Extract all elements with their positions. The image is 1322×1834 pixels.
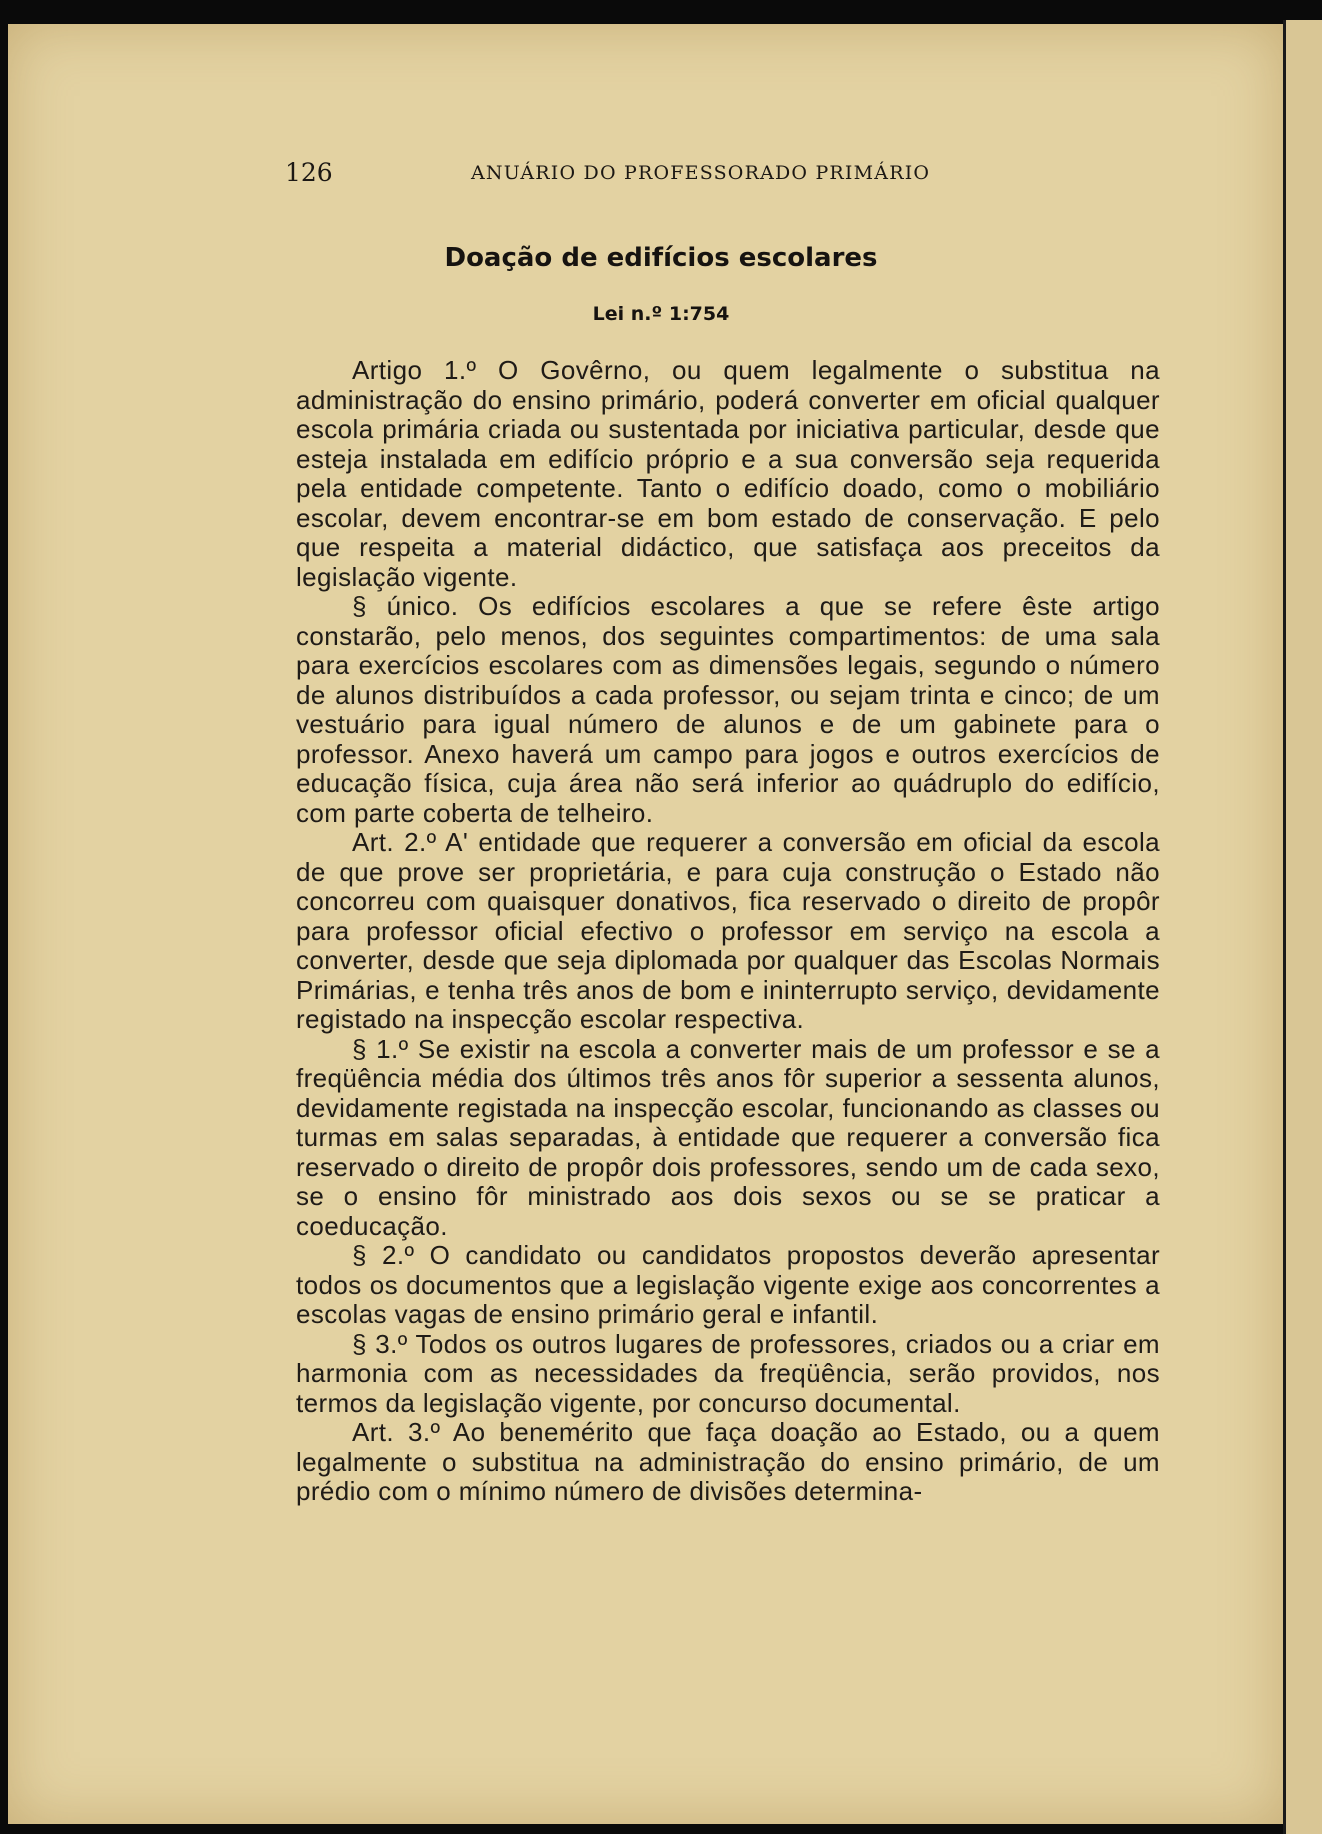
- paragraph-article-2-section-3: § 3.º Todos os outros lugares de professores, criados ou a criar em harmonia com as necessidades da freqüência, serão providos, nos termos da legislação vigente, por concurso documental.: [296, 1328, 1160, 1418]
- law-text: [296, 356, 1160, 1507]
- paragraph-article-2: Art. 2.º A' entidade que requerer a conversão em oficial da escola de que prove ser proprietária, e para cuja construção o Estado não concorreu com quaisquer donativos, fica reservado o direito de propôr para professor oficial efectivo o professor em serviço na escola a converter, desde que seja diplomada por qualquer das Escolas Normais Primárias, e tenha três anos de bom e ininterrupto serviço, devidamente registado na inspecção escolar respectiva.: [296, 827, 1160, 1034]
- law-number: Lei n.º 1:754: [592, 303, 730, 325]
- paragraph-article-2-section-2: § 2.º O candidato ou candidatos propostos deverão apresentar todos os documentos que a legislação vigente exige aos concorrentes a escolas vagas de ensino primário geral e infantil.: [296, 1240, 1160, 1329]
- paragraph-article-2-section-1: § 1.º Se existir na escola a converter mais de um professor e se a freqüência média dos últimos três anos fôr superior a sessenta alunos, devidamente registada na inspecção escolar, funcionando as classes ou turmas em salas separadas, à entidade que requerer a conversão fica reservado o direito de propôr dois professores, sendo um de cada sexo, se o ensino fôr ministrado aos dois sexos ou se se praticar a coeducação.: [296, 1033, 1160, 1241]
- paragraph-article-1: Artigo 1.º O Govêrno, ou quem legalmente o substitua na administração do ensino primário, poderá converter em oficial qualquer escola primária criada ou sustentada por iniciativa particular, desde que esteja instalada em edifício próprio e a sua conversão seja requerida pela entidade competente. Tanto o edifício doado, como o mobiliário escolar, devem encontrar-se em bom estado de conservação. E pelo que respeita a material didáctico, que satisfaça aos preceitos da legislação vigente.: [296, 355, 1160, 592]
- section-title: Doação de edifícios escolares: [444, 243, 878, 273]
- journal-title: ANUÁRIO DO PROFESSORADO PRIMÁRIO: [471, 162, 931, 184]
- adjacent-page-edge: [1283, 20, 1322, 1834]
- page-number: 126: [285, 158, 333, 187]
- paragraph-article-3: Art. 3.º Ao benemérito que faça doação ao Estado, ou a quem legalmente o substitua na administração do ensino primário, de um prédio com o mínimo número de divisões determina-: [296, 1417, 1160, 1506]
- running-header: [285, 158, 965, 188]
- paragraph-article-1-single: § único. Os edifícios escolares a que se refere êste artigo constarão, pelo menos, dos seguintes compartimentos: de uma sala para exercícios escolares com as dimensões legais, segundo o número de alunos distribuídos a cada professor, ou sejam trinta e cinco; de um vestuário para igual número de alunos e de um gabinete para o professor. Anexo haverá um campo para jogos e outros exercícios de educação física, cuja área não será inferior ao quádruplo do edifício, com parte coberta de telheiro.: [296, 591, 1160, 828]
